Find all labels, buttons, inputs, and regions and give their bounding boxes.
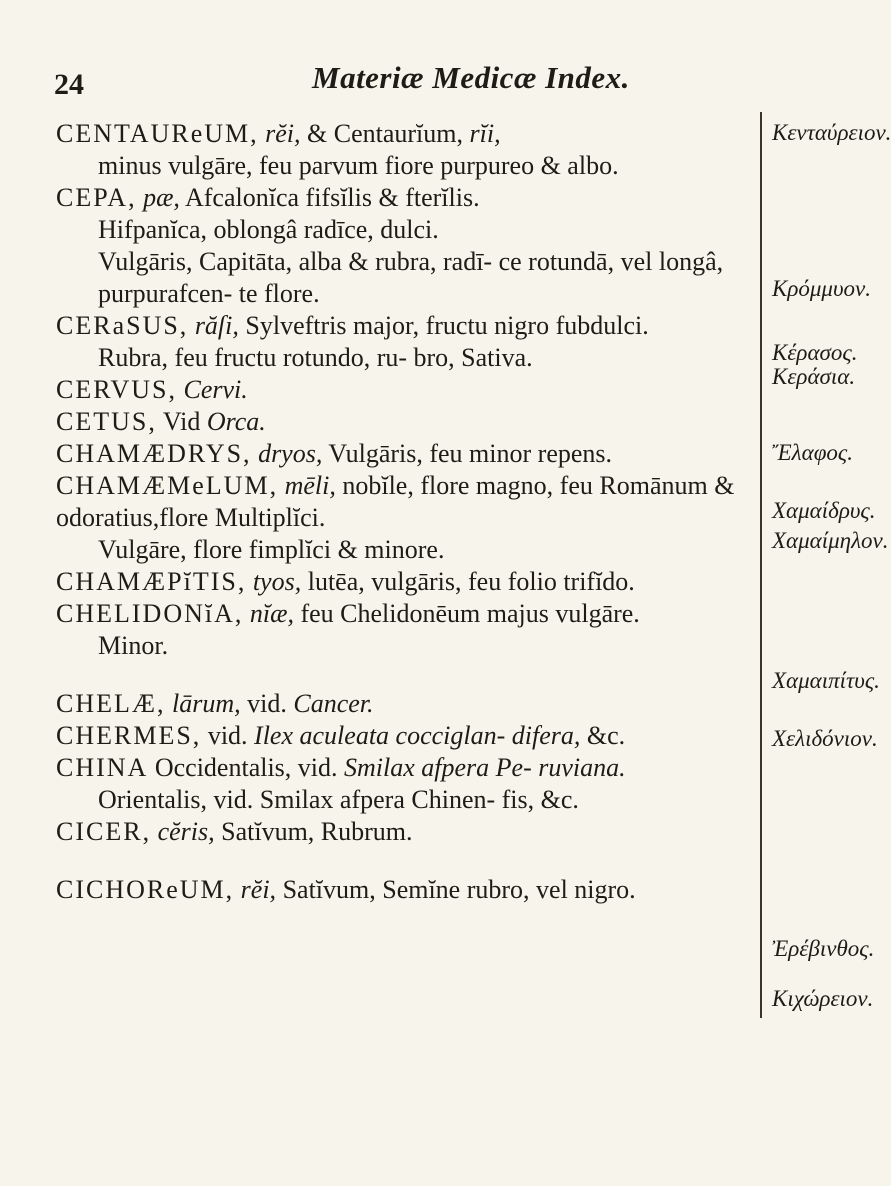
entry-headword: CENTAUReUM, [56, 119, 259, 148]
greek-term: Κέρασος. [772, 340, 858, 365]
entry-text: & Centaurĭum, [300, 119, 464, 148]
entry-chamaedrys [56, 438, 756, 470]
entry-headword: CERVUS, [56, 375, 177, 404]
entry-genitive: rĕi, [265, 119, 301, 148]
entry-headword: CHERMES, [56, 721, 202, 750]
entry-chermes [56, 720, 756, 752]
greek-term: Κρόμμυον. [772, 276, 871, 301]
entry-cervus [56, 374, 756, 406]
entry-chamaemelum [56, 470, 756, 534]
entry-headword: CETUS, [56, 407, 157, 436]
entry-subitem [56, 784, 756, 816]
entry-cerasus [56, 310, 756, 342]
entry-text: lutēa, vulgāris, feu folio trifĭdo. [301, 567, 635, 596]
entry-cicer [56, 816, 756, 848]
entry-genitive: tyos, [252, 567, 302, 596]
entry-crossref: Smilax afpera Chinen- fis, [259, 785, 535, 814]
entry-genitive: lārum, [172, 689, 241, 718]
page-number: 24 [54, 68, 84, 101]
greek-term: Κεράσια. [772, 364, 856, 389]
entry-headword: CHAMÆMeLUM, [56, 471, 279, 500]
entry-text: Vid [162, 407, 201, 436]
entry-text: &c. [540, 785, 579, 814]
entry-subitem: Hifpanĭca, oblongâ radīce, dulci. [98, 215, 439, 244]
entry-headword: CHELIDONĭA, [56, 599, 244, 628]
entry-cichoreum [56, 874, 756, 906]
greek-term: Κενταύρειον. [772, 120, 891, 145]
entry-text: Vulgāris, feu minor repens. [322, 439, 613, 468]
entry-text: nobĭle, flore magno, feu Romānum & odoratius,flore Multiplĭci. [56, 471, 735, 532]
entry-headword: CICHOReUM, [56, 875, 235, 904]
entry-subitem: Vulgāre, flore fimplĭci & minore. [98, 535, 445, 564]
entry-chelae [56, 688, 756, 720]
greek-term: Κιχώρειον. [772, 986, 874, 1011]
entry-subitem: Vulgāris, Capitāta, alba & rubra, radī- ce rotundā, vel longâ, purpurafcen- te flore. [98, 247, 724, 308]
entry-crossref: Orca. [206, 407, 266, 436]
entry-genitive: nĭæ, [249, 599, 294, 628]
entry-crossref: Ilex aculeata cocciglan- difera, [254, 721, 581, 750]
entry-china [56, 752, 756, 784]
greek-term: Χαμαιπίτυς. [772, 668, 880, 693]
greek-margin [772, 0, 891, 1186]
spacer [56, 848, 756, 874]
entry-text: Satĭvum, Rubrum. [214, 817, 413, 846]
greek-term: Χαμαίμηλον. [772, 528, 889, 553]
entry-genitive: cĕris, [157, 817, 215, 846]
entry-genitive: rĭi, [469, 119, 501, 148]
entry-headword: CHAMÆPĭTIS, [56, 567, 247, 596]
entry-genitive: rĕi, [240, 875, 277, 904]
greek-term: Ἐρέβινθος. [772, 936, 875, 961]
entry-genitive: Cervi. [183, 375, 248, 404]
entry-headword: CEPA, [56, 183, 137, 212]
entry-text: Orientalis, vid. [98, 785, 254, 814]
entry-text: Occidentalis, vid. [154, 753, 338, 782]
entry-text: Afcalonĭca fifsĭlis & fterĭlis. [179, 183, 480, 212]
greek-term: Χελιδόνιον. [772, 726, 878, 751]
entry-genitive: răſi, [194, 311, 239, 340]
entry-headword: CICER, [56, 817, 152, 846]
entry-crossref: Smilax afpera Pe- ruviana. [344, 753, 626, 782]
entry-text: vid. [207, 721, 248, 750]
entry-cetus [56, 406, 756, 438]
entry-crossref: Cancer. [293, 689, 374, 718]
entry-chamaepitis [56, 566, 756, 598]
entry-cepa [56, 182, 756, 214]
entry-continuation: minus vulgāre, feu parvum fiore purpureo & albo. [98, 151, 619, 180]
entry-chelidonia [56, 598, 756, 630]
entry-headword: CHAMÆDRYS, [56, 439, 252, 468]
entry-genitive: mēli, [284, 471, 336, 500]
greek-term: Χαμαίδρυς. [772, 498, 876, 523]
entry-subitem: Rubra, feu fructu rotundo, ru- bro, Sativa. [98, 343, 533, 372]
entry-genitive: dryos, [258, 439, 323, 468]
entry-headword: CHINA [56, 753, 149, 782]
entry-genitive: pæ, [143, 183, 180, 212]
entry-text: vid. [240, 689, 287, 718]
entry-text: &c. [586, 721, 626, 750]
entry-text: feu Chelidonēum majus vulgāre. [293, 599, 640, 628]
entry-headword: CHELÆ, [56, 689, 166, 718]
entry-centaureum [56, 118, 756, 182]
greek-term: Ἔλαφος. [772, 440, 854, 465]
entry-text: Sylveftris major, fructu nigro fubdulci. [238, 311, 649, 340]
entry-headword: CERaSUS, [56, 311, 189, 340]
entry-text: Satĭvum, Semĭne rubro, vel nigro. [276, 875, 636, 904]
index-entries [56, 118, 756, 906]
running-head: Materiæ Medicæ Index. [312, 60, 630, 95]
entry-subitem: Minor. [98, 631, 169, 660]
spacer [56, 662, 756, 688]
column-rule [760, 112, 762, 1018]
